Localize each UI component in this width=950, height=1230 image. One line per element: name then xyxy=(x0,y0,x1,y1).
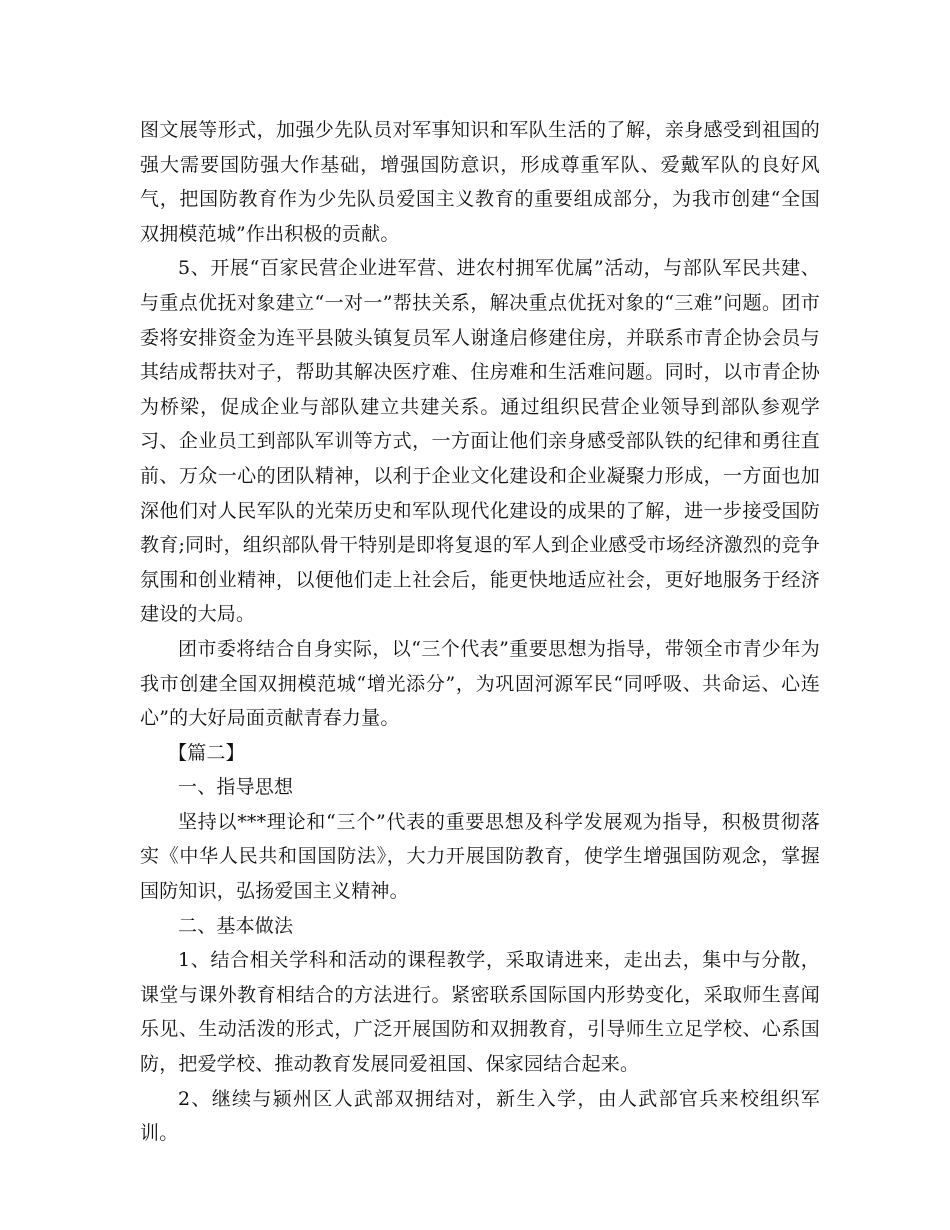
document-page xyxy=(140,113,820,1151)
paragraph-practice-1: 1、结合相关学科和活动的课程教学，采取请进来，走出去，集中与分散，课堂与课外教育相结合的方法进行。紧密联系国际国内形势变化，采取师生喜闻乐见、生动活泼的形式，广泛开展国防和双拥教育，引导师生立足学校、心系国防，把爱学校、推动教育发展同爱祖国、保家园结合起来。 xyxy=(140,949,820,1076)
paragraph-practice-2: 2、继续与颍州区人武部双拥结对，新生入学，由人武部官兵来校组织军训。 xyxy=(140,1087,820,1145)
heading-guiding-ideology: 一、指导思想 xyxy=(178,776,294,799)
paragraph-2: 5、开展“百家民营企业进军营、进农村拥军优属”活动，与部队军民共建、与重点优抚对象建立“一对一”帮扶关系，解决重点优抚对象的“三难”问题。团市委将安排资金为连平县陂头镇复员军人谢逢启修建住房，并联系市青企协会员与其结成帮扶对子，帮助其解决医疗难、住房难和生活难问题。同时，以市青企协为桥梁，促成企业与部队建立共建关系。通过组织民营企业领导到部队参观学习、企业员工到部队军训等方式，一方面让他们亲身感受部队铁的纪律和勇往直前、万众一心的团队精神，以利于企业文化建设和企业凝聚力形成，一方面也加深他们对人民军队的光荣历史和军队现代化建设的成果的了解，进一步接受国防教育;同时，组织部队骨干特别是即将复退的军人到企业感受市场经济激烈的竞争氛围和创业精神，以便他们走上社会后，能更快地适应社会，更好地服务于经济建设的大局。 xyxy=(140,257,820,626)
heading-basic-practices: 二、基本做法 xyxy=(178,914,294,937)
paragraph-1: 图文展等形式，加强少先队员对军事知识和军队生活的了解，亲身感受到祖国的强大需要国防强大作基础，增强国防意识，形成尊重军队、爱戴军队的良好风气，把国防教育作为少先队员爱国主义教育的重要组成部分，为我市创建“全国双拥模范城”作出积极的贡献。 xyxy=(140,119,820,245)
paragraph-3: 团市委将结合自身实际，以“三个代表”重要思想为指导，带领全市青少年为我市创建全国双拥模范城“增光添分”，为巩固河源军民“同呼吸、共命运、心连心”的大好局面贡献青春力量。 xyxy=(140,637,820,730)
paragraph-guiding-ideology: 坚持以***理论和“三个”代表的重要思想及科学发展观为指导，积极贯彻落实《中华人民共和国国防法》，大力开展国防教育，使学生增强国防观念，掌握国防知识，弘扬爱国主义精神。 xyxy=(140,810,820,903)
section-title-part-two: 【篇二】 xyxy=(168,741,245,764)
